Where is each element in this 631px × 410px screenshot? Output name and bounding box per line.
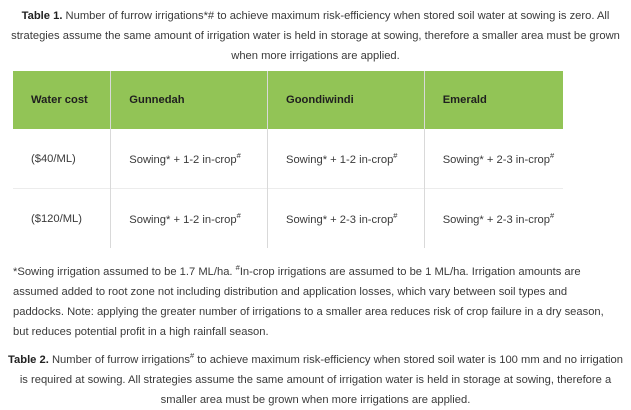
cell-plus: + 2-3 in-crop — [483, 154, 550, 166]
irrigation-table — [13, 71, 563, 248]
cell-plus: + 2-3 in-crop — [327, 214, 394, 226]
cell-mark: * — [322, 214, 328, 226]
cell-plus: + 1-2 in-crop — [327, 154, 394, 166]
table1-caption-label: Table 1. — [21, 10, 63, 22]
water-cost-cell: ($120/ML) — [13, 189, 111, 249]
table-row — [13, 189, 563, 249]
gunnedah-cell — [111, 129, 268, 189]
table2-caption-text-a: Number of furrow irrigations — [51, 354, 190, 366]
cell-mark: * — [166, 214, 171, 226]
water-cost-cell: ($40/ML) — [31, 152, 76, 165]
cell-plus: + 2-3 in-crop — [483, 214, 550, 226]
cell-sowing: Sowing — [129, 214, 166, 226]
cell-sup: # — [393, 151, 398, 160]
gunnedah-cell — [111, 189, 268, 249]
cell-sowing: Sowing — [286, 154, 323, 166]
table1-caption — [8, 6, 623, 66]
footnote-part2: In-crop irrigations are assumed to be 1 ML/ha. Irrigation amounts are assumed added to root zone not including distribution and application losses, which vary between soil types and paddocks. Note: applying the greater number of irrigations to a smaller area reduces risk of crop failure in a dry season, but reduces potential profit in a high rainfall season. — [13, 266, 604, 338]
header-water-cost: Water cost — [13, 71, 111, 129]
cell-sowing: Sowing — [129, 154, 166, 166]
goondiwindi-cell — [268, 129, 425, 189]
header-goondiwindi: Goondiwindi — [268, 71, 425, 129]
table2-caption-label: Table 2. — [8, 354, 49, 366]
table2-caption-text-b: to achieve maximum risk-efficiency when stored soil water is 100 mm and no irrigation is required at sowing. All strategies assume the same amount of irrigation water is held in storage at sowing, therefore a smaller area must be grown when more irrigations are applied. — [19, 354, 623, 406]
cell-sup: # — [550, 151, 555, 160]
cell-mark: * — [322, 154, 328, 166]
cell-plus: + 1-2 in-crop — [170, 214, 237, 226]
emerald-cell — [424, 129, 563, 189]
cell-sup: # — [236, 211, 241, 220]
cell-mark: * — [166, 154, 171, 166]
goondiwindi-cell — [268, 189, 425, 249]
emerald-cell — [424, 189, 563, 249]
header-emerald: Emerald — [424, 71, 563, 129]
header-gunnedah: Gunnedah — [111, 71, 268, 129]
cell-mark: * — [479, 154, 484, 166]
cell-sowing: Sowing — [442, 214, 480, 226]
table-header-row — [13, 71, 563, 129]
cell-sowing: Sowing — [442, 154, 480, 166]
cell-sup: # — [393, 211, 398, 220]
table2-caption — [8, 346, 623, 410]
footnote-part1: *Sowing irrigation assumed to be 1.7 ML/ha. — [13, 266, 236, 278]
table1-footnote — [13, 258, 613, 342]
table1-caption-text: Number of furrow irrigations*# to achieve maximum risk-efficiency when stored soil water at sowing is zero. All strategies assume the same amount of irrigation water is held in storage at sowing, therefore a smaller area must be grown when more irrigations are applied. — [11, 10, 620, 62]
cell-plus: + 1-2 in-crop — [170, 154, 237, 166]
cell-sup: # — [236, 151, 241, 160]
cell-sowing: Sowing — [286, 214, 323, 226]
cell-sup: # — [550, 211, 555, 220]
cell-mark: * — [479, 214, 484, 226]
table2-caption-sup: # — [189, 351, 195, 360]
footnote-sup: # — [235, 263, 240, 272]
table-row — [13, 129, 563, 189]
